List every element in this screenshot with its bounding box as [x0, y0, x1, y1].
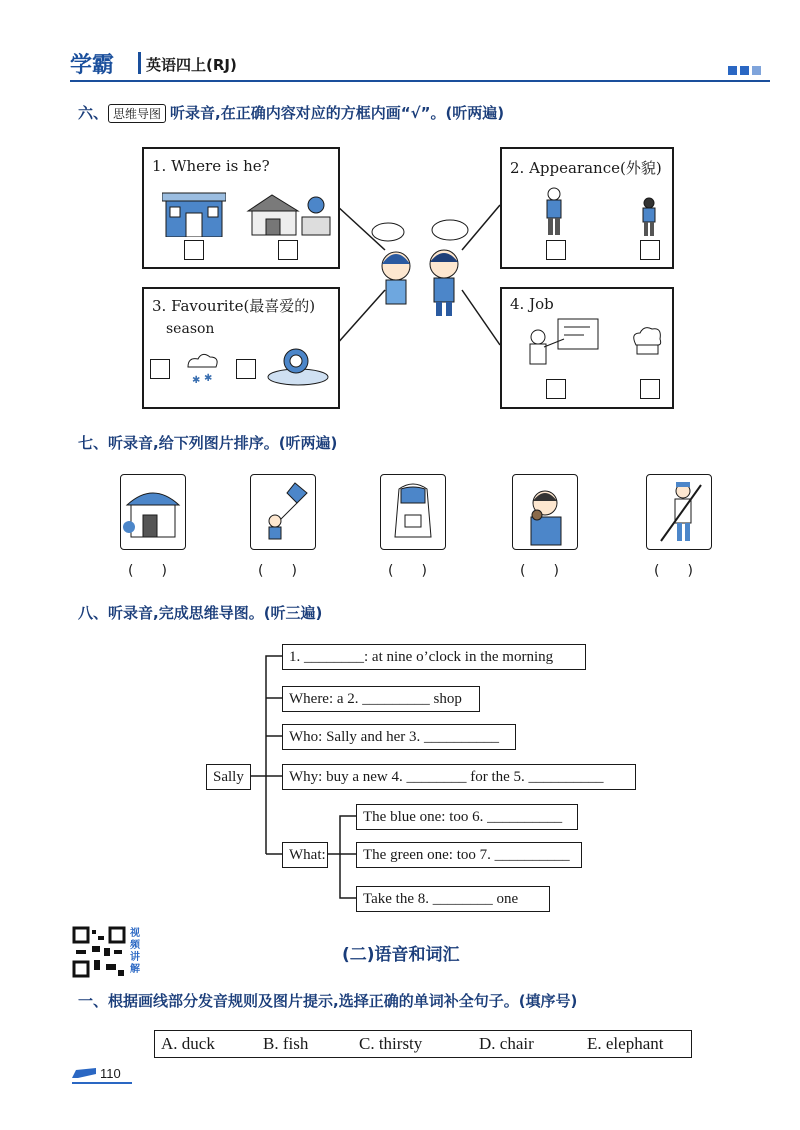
boy-eating-icon	[513, 475, 577, 549]
option-c: C. thirsty	[359, 1034, 423, 1053]
order-blank-3[interactable]: ( )	[388, 563, 427, 579]
mindmap-branch-where[interactable]: Where: a 2. _________ shop	[282, 686, 480, 712]
order-blank-1[interactable]: ( )	[128, 563, 167, 579]
appearance-option2-checkbox[interactable]	[640, 240, 660, 260]
picture-boy-eating	[512, 474, 578, 550]
svg-text:✱: ✱	[192, 375, 201, 386]
picture-toy-shop	[120, 474, 186, 550]
order-blank-5[interactable]: ( )	[654, 563, 693, 579]
farmhouse-icon	[244, 191, 334, 237]
where-option2-checkbox[interactable]	[278, 240, 298, 260]
job-box	[500, 287, 674, 409]
page-number: 110	[100, 1066, 121, 1081]
svg-text:✱: ✱	[204, 373, 213, 384]
mindmap-branch-why[interactable]: Why: buy a new 4. ________ for the 5. __________	[282, 764, 636, 790]
mindmap-branch-when[interactable]: 1. ________: at nine o’clock in the morning	[282, 644, 586, 670]
picture-kite-girl	[250, 474, 316, 550]
section1-title: 一、根据画线部分发音规则及图片提示,选择正确的单词补全句子。(填序号)	[78, 992, 578, 1010]
teacher-icon	[524, 317, 600, 367]
where-question: 1. Where is he?	[152, 157, 270, 175]
mindmap-branch-who[interactable]: Who: Sally and her 3. __________	[282, 724, 516, 750]
brand-logo: 学霸	[70, 53, 115, 78]
season-question-sub: season	[166, 321, 215, 337]
picture-school-bag	[380, 474, 446, 550]
option-b: B. fish	[263, 1034, 309, 1053]
video-explain-label: 视频讲解	[130, 928, 140, 975]
chef-hat-icon	[630, 325, 664, 357]
where-box	[142, 147, 340, 269]
book-title: 英语四上(RJ)	[146, 56, 237, 74]
appearance-box	[500, 147, 674, 269]
toy-shop-icon	[121, 475, 185, 549]
part2-title: (二)语音和词汇	[342, 945, 460, 965]
pencil-icon	[72, 1066, 98, 1080]
section8-title: 八、听录音,完成思维导图。(听三遍)	[78, 604, 323, 622]
word-options-box	[154, 1030, 692, 1058]
appearance-option1-checkbox[interactable]	[546, 240, 566, 260]
option-e: E. elephant	[587, 1034, 664, 1053]
mindmap-center: Sally	[206, 764, 251, 790]
job-option1-checkbox[interactable]	[546, 379, 566, 399]
school-bag-icon	[381, 475, 445, 549]
where-option1-checkbox[interactable]	[184, 240, 204, 260]
short-boy-icon	[640, 197, 658, 237]
mindmap-branch-what: What:	[282, 842, 328, 868]
section7-title: 七、听录音,给下列图片排序。(听两遍)	[78, 434, 338, 452]
section6-number: 六、	[78, 104, 109, 122]
order-blank-2[interactable]: ( )	[258, 563, 297, 579]
children-illustration	[366, 218, 476, 328]
kite-girl-icon	[251, 475, 315, 549]
swimming-icon	[266, 347, 330, 387]
picture-street-cleaner	[646, 474, 712, 550]
season-option1-checkbox[interactable]	[150, 359, 170, 379]
season-option2-checkbox[interactable]	[236, 359, 256, 379]
mindmap-what-take[interactable]: Take the 8. ________ one	[356, 886, 550, 912]
tall-boy-icon	[542, 187, 566, 237]
qr-code-icon[interactable]	[72, 926, 128, 978]
section6-instruction: 听录音,在正确内容对应的方框内画“√”。(听两遍)	[170, 104, 505, 122]
season-question: 3. Favourite(最喜爱的)	[152, 297, 316, 315]
appearance-question: 2. Appearance(外貌)	[510, 159, 662, 177]
street-cleaner-icon	[647, 475, 711, 549]
building-icon	[162, 189, 226, 237]
mindmap-badge: 思维导图	[108, 104, 166, 123]
mindmap-what-green[interactable]: The green one: too 7. __________	[356, 842, 582, 868]
order-blank-4[interactable]: ( )	[520, 563, 559, 579]
section6-connectors	[0, 0, 800, 420]
job-option2-checkbox[interactable]	[640, 379, 660, 399]
option-d: D. chair	[479, 1034, 534, 1053]
season-box	[142, 287, 340, 409]
option-a: A. duck	[161, 1034, 215, 1053]
snow-cloud-icon	[182, 351, 222, 387]
job-question: 4. Job	[510, 295, 554, 313]
footer-rule	[72, 1082, 132, 1084]
mindmap-what-blue[interactable]: The blue one: too 6. __________	[356, 804, 578, 830]
